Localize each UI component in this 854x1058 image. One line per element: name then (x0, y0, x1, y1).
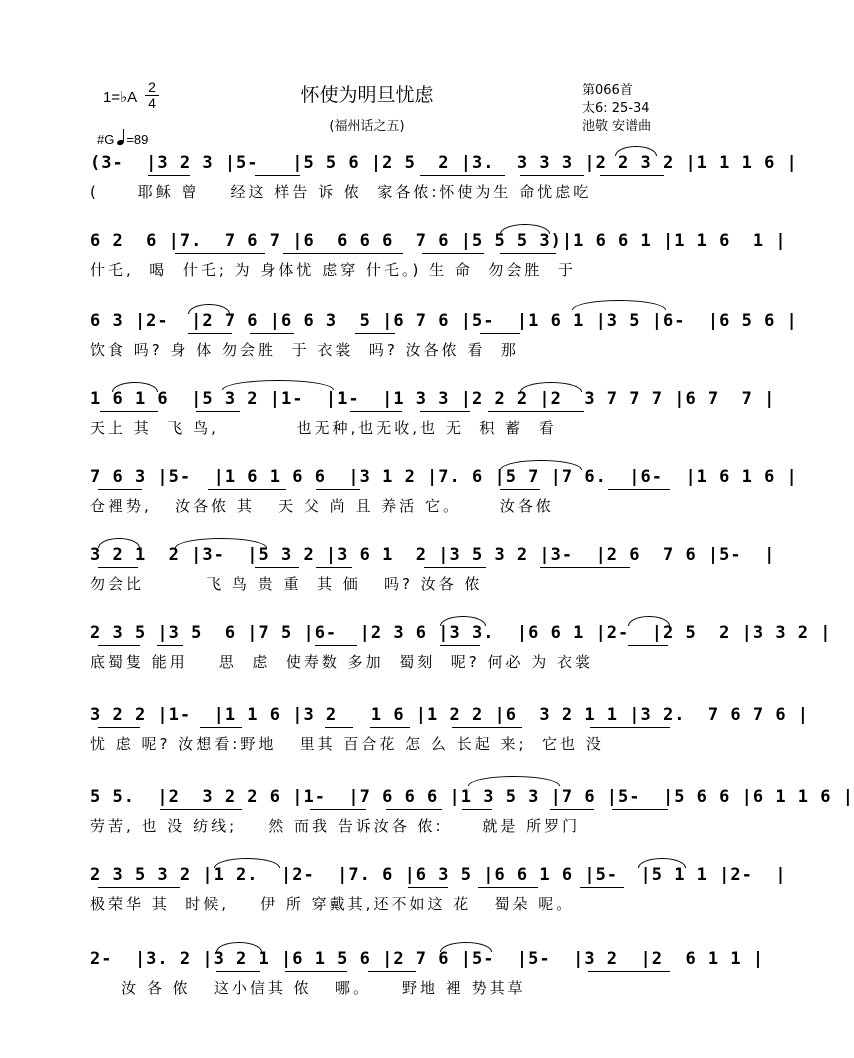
beam-underline (370, 727, 410, 728)
beam-underline (540, 567, 630, 568)
lyric-line: 什乇, 喝 什乇; 为 身体忧 虑穿 什乇。) 生 命 勿会胜 于 (90, 261, 576, 279)
quarter-note-stem (123, 129, 124, 141)
slur (468, 776, 560, 786)
beam-underline (355, 333, 395, 334)
lyric-line: 仓裡势, 汝各侬 其 天 父 尚 且 养活 它。 汝各侬 (90, 497, 554, 515)
beam-underline (255, 567, 299, 568)
beam-underline (325, 727, 353, 728)
beam-underline (175, 253, 265, 254)
beam-underline (255, 175, 300, 176)
lyric-line: 劳苦, 也 没 纺线; 然 而我 告诉汝各 侬: 就是 所罗门 (90, 817, 581, 835)
beam-underline (196, 411, 240, 412)
beam-underline (628, 645, 668, 646)
beam-underline (420, 175, 505, 176)
beam-underline (98, 887, 180, 888)
beam-underline (316, 489, 360, 490)
beam-underline (188, 333, 232, 334)
beam-underline (310, 809, 366, 810)
notation-line: 3 2 1 2 |3- |5 3 2 |3 6 1 2 |3 5 3 2 |3- |2 6 7 6 |5- | (90, 545, 776, 565)
beam-underline (386, 809, 442, 810)
notation-line: 3 2 2 |1- |1 1 6 |3 2 1 6 |1 2 2 |6 3 2 1 1 |3 2. 7 6 7 6 | (90, 705, 810, 725)
beam-underline (200, 727, 242, 728)
beam-underline (478, 887, 538, 888)
beam-underline (98, 727, 140, 728)
notation-line: 5 5. |2 3 2 2 6 |1- |7 6 6 6 |1 3 5 3 |7 6 |5- |5 6 6 |6 1 1 6 | (90, 787, 854, 807)
time-signature-top: 2 (148, 79, 156, 95)
beam-underline (408, 887, 448, 888)
beam-underline (208, 489, 286, 490)
beam-underline (500, 253, 556, 254)
beam-underline (350, 411, 402, 412)
composer: 池敬 安谱曲 (582, 119, 652, 134)
beam-underline (452, 727, 522, 728)
beam-underline (216, 971, 260, 972)
beam-underline (550, 809, 594, 810)
slur (216, 942, 262, 952)
slur (500, 224, 550, 234)
slur (572, 300, 666, 310)
song-subtitle: (福州话之五) (329, 119, 405, 134)
slur (500, 460, 582, 470)
beam-underline (315, 645, 357, 646)
slur (520, 382, 582, 392)
beam-underline (160, 809, 242, 810)
beam-underline (148, 175, 190, 176)
beam-underline (285, 971, 347, 972)
beam-underline (98, 567, 138, 568)
beam-underline (612, 809, 668, 810)
song-title: 怀使为明旦忧虑 (300, 84, 434, 106)
slur (440, 616, 486, 626)
key-signature: 1=♭A (103, 89, 138, 106)
beam-underline (98, 645, 140, 646)
notation-line: 1 6 1 6 |5 3 2 |1- |1- |1 3 3 |2 2 2 |2 3 7 7 7 |6 7 7 | (90, 389, 776, 409)
notation-line: 2- |3. 2 |3 2 1 |6 1 5 6 |2 7 6 |5- |5- |3 2 |2 6 1 1 | (90, 949, 765, 969)
lyric-line: 极荣华 其 时候, 伊 所 穿戴其,还不如这 花 蜀朵 呢。 (90, 895, 575, 913)
slur (214, 858, 280, 868)
beam-underline (316, 567, 352, 568)
slur (440, 942, 492, 952)
slur (112, 382, 158, 392)
time-signature-bottom: 4 (145, 95, 159, 111)
beam-underline (368, 971, 416, 972)
beam-underline (422, 253, 484, 254)
notation-line: 6 2 6 |7. 7 6 7 |6 6 6 6 7 6 |5 5 5 3)|1 6 6 1 |1 1 6 1 | (90, 231, 787, 251)
slur (222, 380, 334, 390)
notation-line: 2 3 5 |3 5 6 |7 5 |6- |2 3 6 |3 3. |6 6 1 |2- |2 5 2 |3 3 2 | (90, 623, 832, 643)
notation-line: (3- |3 2 3 |5- |5 5 6 |2 5 2 |3. 3 3 3 |2 2 3 2 |1 1 1 6 | (90, 153, 798, 173)
lyric-line: 汝 各 侬 这小信其 侬 哪。 野地 裡 势其草 (90, 979, 526, 997)
slur (175, 538, 267, 548)
lyric-line: 勿会比 飞 鸟 贵 重 其 価 吗? 汝各 侬 (90, 575, 483, 593)
beam-underline (588, 971, 670, 972)
notation-line: 2 3 5 3 2 |1 2. |2- |7. 6 |6 3 5 |6 6 1 6 |5- |5 1 1 |2- | (90, 865, 787, 885)
scripture-reference: 太6: 25-34 (582, 101, 650, 116)
beam-underline (100, 411, 158, 412)
slur (615, 146, 657, 156)
song-number: 第066首 (582, 83, 633, 98)
lyric-line: 忧 虑 呢? 汝想看:野地 里其 百合花 怎 么 长起 来; 它也 没 (90, 735, 604, 753)
slur (188, 304, 230, 314)
tempo-value: =89 (126, 132, 149, 147)
beam-underline (590, 727, 670, 728)
slur (628, 616, 670, 626)
lyric-line: 饮食 吗? 身 体 勿会胜 于 衣裳 吗? 汝各侬 看 那 (90, 341, 519, 359)
tempo-prefix: #G (97, 132, 115, 147)
lyric-line: 天上 其 飞 鸟, 也无种,也无收,也 无 积 蓄 看 (90, 419, 557, 437)
song-meta (582, 82, 651, 136)
beam-underline (488, 411, 584, 412)
beam-underline (608, 489, 670, 490)
notation-line: 7 6 3 |5- |1 6 1 6 6 |3 1 2 |7. 6 |5 7 |7 6. |6- |1 6 1 6 | (90, 467, 798, 487)
notation-line: 6 3 |2- |2 7 6 |6 6 3 5 |6 7 6 |5- |1 6 1 |3 5 |6- |6 5 6 | (90, 311, 798, 331)
lyric-line: 底蜀隻 能用 思 虑 使寿数 多加 蜀刻 呢? 何必 为 衣裳 (90, 653, 594, 671)
slur (98, 538, 140, 548)
beam-underline (520, 175, 584, 176)
slur (638, 858, 686, 868)
lyric-line: ( 耶稣 曾 经这 样告 诉 侬 家各侬:怀使为生 命忧虑吃 (90, 183, 592, 201)
beam-underline (98, 489, 142, 490)
beam-underline (250, 333, 294, 334)
beam-underline (580, 887, 624, 888)
beam-underline (157, 645, 183, 646)
beam-underline (424, 567, 486, 568)
beam-underline (462, 809, 492, 810)
tempo-marking (97, 132, 148, 147)
beam-underline (480, 333, 520, 334)
beam-underline (420, 411, 470, 412)
beam-underline (500, 489, 540, 490)
beam-underline (283, 253, 403, 254)
beam-underline (600, 175, 664, 176)
beam-underline (440, 645, 480, 646)
